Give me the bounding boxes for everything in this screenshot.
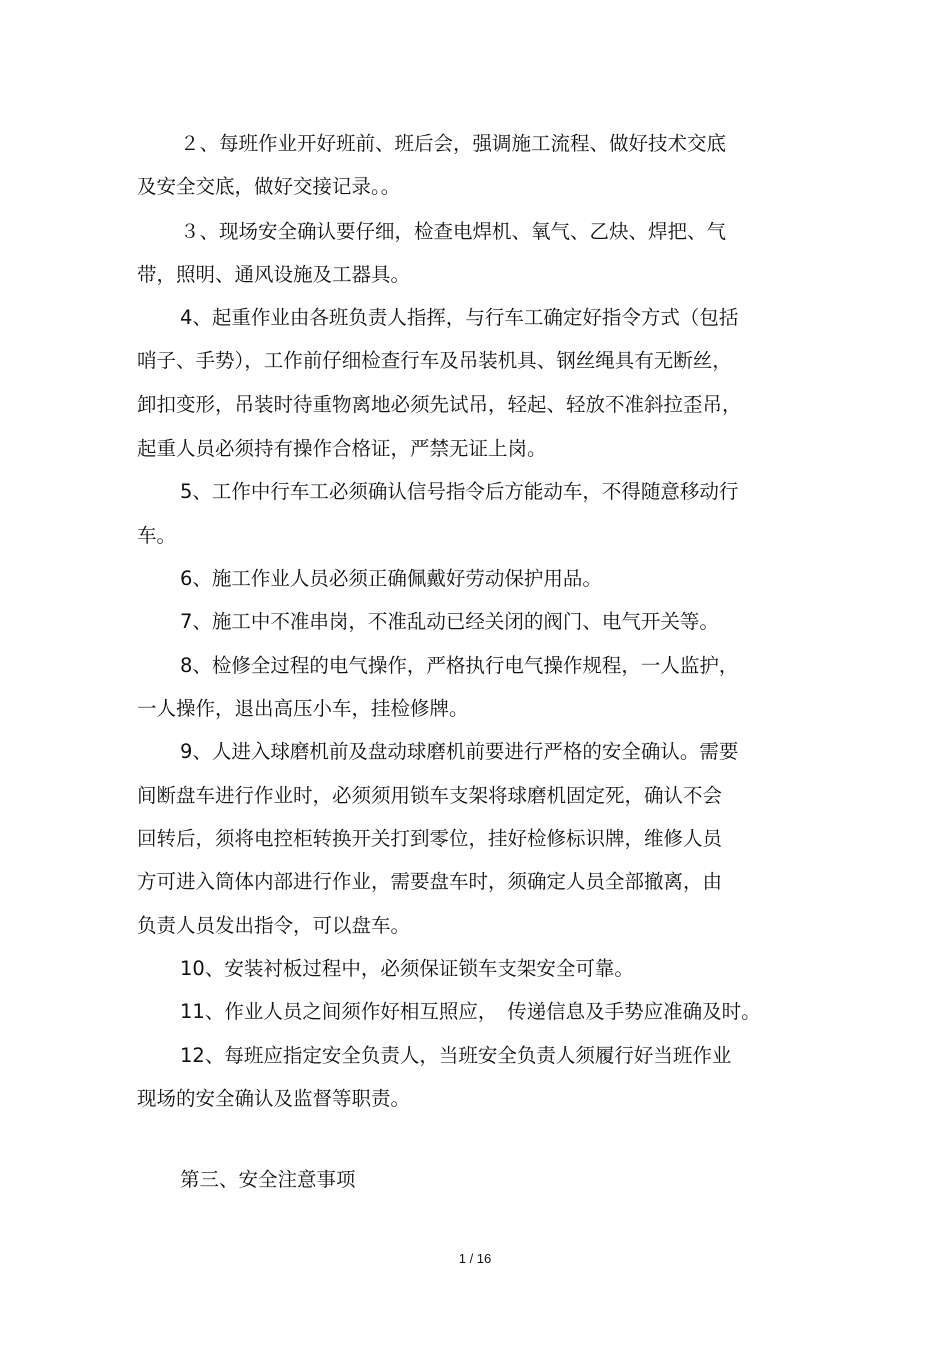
paragraph-line: 间断盘车进行作业时，必须须用锁车支架将球磨机固定死，确认不会	[137, 784, 723, 807]
paragraph-line: 车。	[137, 524, 177, 547]
paragraph-line: ２、每班作业开好班前、班后会，强调施工流程、做好技术交底	[180, 132, 727, 155]
paragraph-line: 10、安装衬板过程中，必须保证锁车支架安全可靠。	[180, 957, 634, 980]
page-number: 1 / 16	[458, 1251, 492, 1266]
paragraph-line: 起重人员必须持有操作合格证，严禁无证上岗。	[137, 437, 547, 460]
paragraph-line: 卸扣变形，吊装时待重物离地必须先试吊，轻起、轻放不准斜拉歪吊，	[137, 393, 742, 416]
paragraph-line: 一人操作，退出高压小车，挂检修牌。	[137, 697, 469, 720]
paragraph-line: 负责人员发出指令，可以盘车。	[137, 914, 411, 937]
paragraph-line: 及安全交底，做好交接记录。。	[137, 175, 401, 198]
paragraph-line: 现场的安全确认及监督等职责。	[137, 1087, 411, 1110]
paragraph-line: 6、施工作业人员必须正确佩戴好劳动保护用品。	[180, 567, 602, 590]
paragraph-line: 带，照明、通风设施及工器具。	[137, 263, 411, 286]
paragraph-line: 回转后，须将电控柜转换开关打到零位，挂好检修标识牌，维修人员	[137, 827, 723, 850]
paragraph-line: ３、现场安全确认要仔细，检查电焊机、氧气、乙炔、焊把、气	[180, 220, 727, 243]
paragraph-line: 11、作业人员之间须作好相互照应， 传递信息及手势应准确及时。	[180, 1000, 761, 1023]
paragraph-line: 4、起重作业由各班负责人指挥，与行车工确定好指令方式（包括	[180, 306, 739, 329]
paragraph-line: 12、每班应指定安全负责人，当班安全负责人须履行好当班作业	[180, 1044, 732, 1067]
paragraph-line: 9、人进入球磨机前及盘动球磨机前要进行严格的安全确认。需要	[180, 740, 739, 763]
paragraph-line: 方可进入筒体内部进行作业，需要盘车时，须确定人员全部撤离，由	[137, 870, 723, 893]
paragraph-line: 8、检修全过程的电气操作，严格执行电气操作规程，一人监护，	[180, 654, 739, 677]
paragraph-line: 哨子、手势），工作前仔细检查行车及吊装机具、钢丝绳具有无断丝，	[137, 349, 732, 372]
paragraph-line: 7、施工中不准串岗，不准乱动已经关闭的阀门、电气开关等。	[180, 610, 719, 633]
paragraph-line: 5、工作中行车工必须确认信号指令后方能动车，不得随意移动行	[180, 480, 739, 503]
section-heading: 第三、安全注意事项	[180, 1168, 356, 1191]
